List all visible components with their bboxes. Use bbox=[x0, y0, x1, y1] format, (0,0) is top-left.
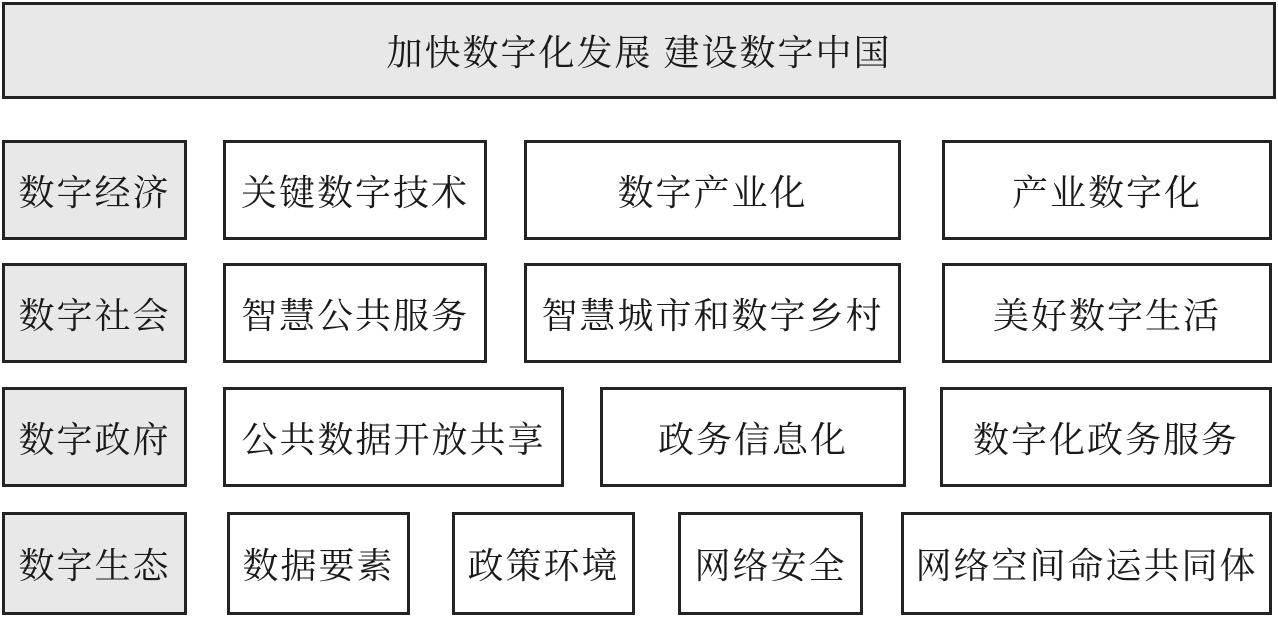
box-text: 智慧城市和数字乡村 bbox=[541, 295, 884, 336]
box-government-informatization bbox=[600, 387, 906, 487]
box-industry-digitalization bbox=[942, 140, 1272, 240]
diagram-title: 加快数字化发展 建设数字中国 bbox=[386, 33, 892, 73]
box-better-digital-life bbox=[942, 263, 1272, 363]
diagram-title-box bbox=[2, 2, 1276, 99]
row-label-text: 数字社会 bbox=[18, 295, 171, 336]
box-text: 数据要素 bbox=[242, 546, 395, 586]
box-text: 网络空间命运共同体 bbox=[915, 546, 1258, 586]
box-public-data-open-sharing bbox=[223, 387, 564, 487]
row-label-digital-government bbox=[2, 387, 187, 487]
box-text: 关键数字技术 bbox=[240, 172, 469, 213]
box-digital-industrialization bbox=[524, 140, 901, 240]
row-label-digital-economy bbox=[2, 140, 187, 240]
box-text: 美好数字生活 bbox=[992, 295, 1221, 336]
box-data-elements bbox=[227, 512, 410, 615]
row-label-text: 数字经济 bbox=[18, 172, 171, 213]
row-label-digital-society bbox=[2, 263, 187, 363]
row-label-digital-ecosystem bbox=[2, 512, 187, 615]
box-text: 智慧公共服务 bbox=[240, 295, 469, 336]
box-text: 数字产业化 bbox=[617, 172, 808, 213]
box-text: 政策环境 bbox=[467, 546, 620, 586]
row-label-text: 数字政府 bbox=[18, 419, 171, 460]
box-text: 政务信息化 bbox=[657, 419, 848, 460]
box-cyberspace-community-shared-future bbox=[901, 512, 1272, 615]
box-smart-cities-digital-villages bbox=[524, 263, 901, 363]
box-smart-public-services bbox=[223, 263, 487, 363]
box-digital-government-services bbox=[940, 387, 1272, 487]
row-label-text: 数字生态 bbox=[18, 546, 171, 586]
box-text: 产业数字化 bbox=[1011, 172, 1202, 213]
box-policy-environment bbox=[452, 512, 635, 615]
box-text: 数字化政务服务 bbox=[972, 419, 1239, 460]
box-cybersecurity bbox=[678, 512, 863, 615]
box-key-digital-technologies bbox=[223, 140, 487, 240]
box-text: 网络安全 bbox=[694, 546, 847, 586]
box-text: 公共数据开放共享 bbox=[241, 419, 546, 460]
